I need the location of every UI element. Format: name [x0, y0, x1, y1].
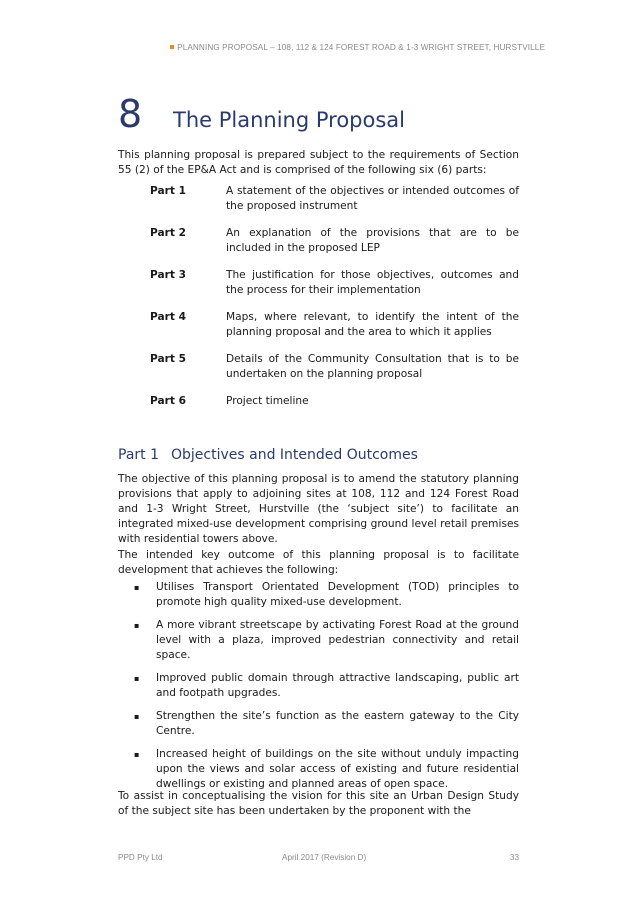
part-description: Maps, where relevant, to identify the intent of the planning proposal and the area to which it applies — [226, 311, 519, 338]
list-item — [134, 580, 519, 610]
running-header — [150, 43, 545, 52]
objective-paragraph: The objective of this planning proposal is to amend the statutory planning provisions that apply to adjoining sites at 108, 112 and 124 Forest Road and 1-3 Wright Street, Hurstville (the ‘subject site’) to facilitate an integrated mixed-use development comprising ground level retail premises with residential towers above. — [118, 473, 519, 545]
square-bullet-icon: ▪ — [134, 674, 140, 683]
chapter-title: The Planning Proposal — [173, 108, 406, 132]
section-title: Objectives and Intended Outcomes — [171, 447, 418, 463]
intro-paragraph: This planning proposal is prepared subject to the requirements of Section 55 (2) of the EP&A Act and is comprised of the following six (6) parts: — [118, 149, 519, 176]
header-bullet-icon — [170, 45, 174, 49]
part-label: Part 3 — [150, 269, 186, 281]
list-item-text: Increased height of buildings on the site without unduly impacting upon the views and solar access of existing and future residential dwellings or existing and planned areas of open space. — [156, 748, 519, 790]
part-label: Part 4 — [150, 311, 186, 323]
outcomes-list — [134, 580, 519, 800]
part-label: Part 2 — [150, 227, 186, 239]
parts-list — [150, 184, 519, 421]
part-description: The justification for those objectives, outcomes and the process for their implementation — [226, 269, 519, 296]
running-title: PLANNING PROPOSAL – 108, 112 & 124 FOREST ROAD & 1-3 WRIGHT STREET, HURSTVILLE — [177, 43, 545, 52]
chapter-heading — [118, 92, 405, 136]
part-description: An explanation of the provisions that are to be included in the proposed LEP — [226, 227, 519, 254]
list-item-text: Improved public domain through attractive landscaping, public art and footpath upgrades. — [156, 672, 519, 699]
part-label: Part 5 — [150, 353, 186, 365]
square-bullet-icon: ▪ — [134, 750, 140, 759]
part-description: Details of the Community Consultation that is to be undertaken on the planning proposal — [226, 353, 519, 380]
part-description: Project timeline — [226, 395, 309, 407]
part-item — [150, 394, 519, 409]
part-item — [150, 226, 519, 256]
list-item-text: Strengthen the site’s function as the eastern gateway to the City Centre. — [156, 710, 519, 737]
page-number: 33 — [509, 853, 519, 862]
part-label: Part 1 — [150, 185, 186, 197]
list-item — [134, 618, 519, 663]
footer-date: April 2017 (Revision D) — [282, 853, 367, 862]
footer-company: PPD Pty Ltd — [118, 853, 163, 862]
chapter-number: 8 — [118, 92, 143, 136]
list-item-text: A more vibrant streetscape by activating Forest Road at the ground level with a plaza, improved pedestrian connectivity and retail space. — [156, 619, 519, 661]
outcome-paragraph: The intended key outcome of this planning proposal is to facilitate development that achieves the following: — [118, 549, 519, 576]
square-bullet-icon: ▪ — [134, 621, 140, 630]
list-item — [134, 671, 519, 701]
square-bullet-icon: ▪ — [134, 712, 140, 721]
list-item-text: Utilises Transport Orientated Development (TOD) principles to promote high quality mixed-use development. — [156, 581, 519, 608]
list-item — [134, 709, 519, 739]
part-description: A statement of the objectives or intended outcomes of the proposed instrument — [226, 185, 519, 212]
closing-paragraph: To assist in conceptualising the vision for this site an Urban Design Study of the subject site has been undertaken by the proponent with the — [118, 790, 519, 817]
square-bullet-icon: ▪ — [134, 583, 140, 592]
list-item — [134, 747, 519, 792]
part-label: Part 6 — [150, 395, 186, 407]
part-item — [150, 352, 519, 382]
part-item — [150, 310, 519, 340]
section-number: Part 1 — [118, 447, 159, 463]
part-item — [150, 268, 519, 298]
section-heading — [118, 447, 418, 463]
part-item — [150, 184, 519, 214]
